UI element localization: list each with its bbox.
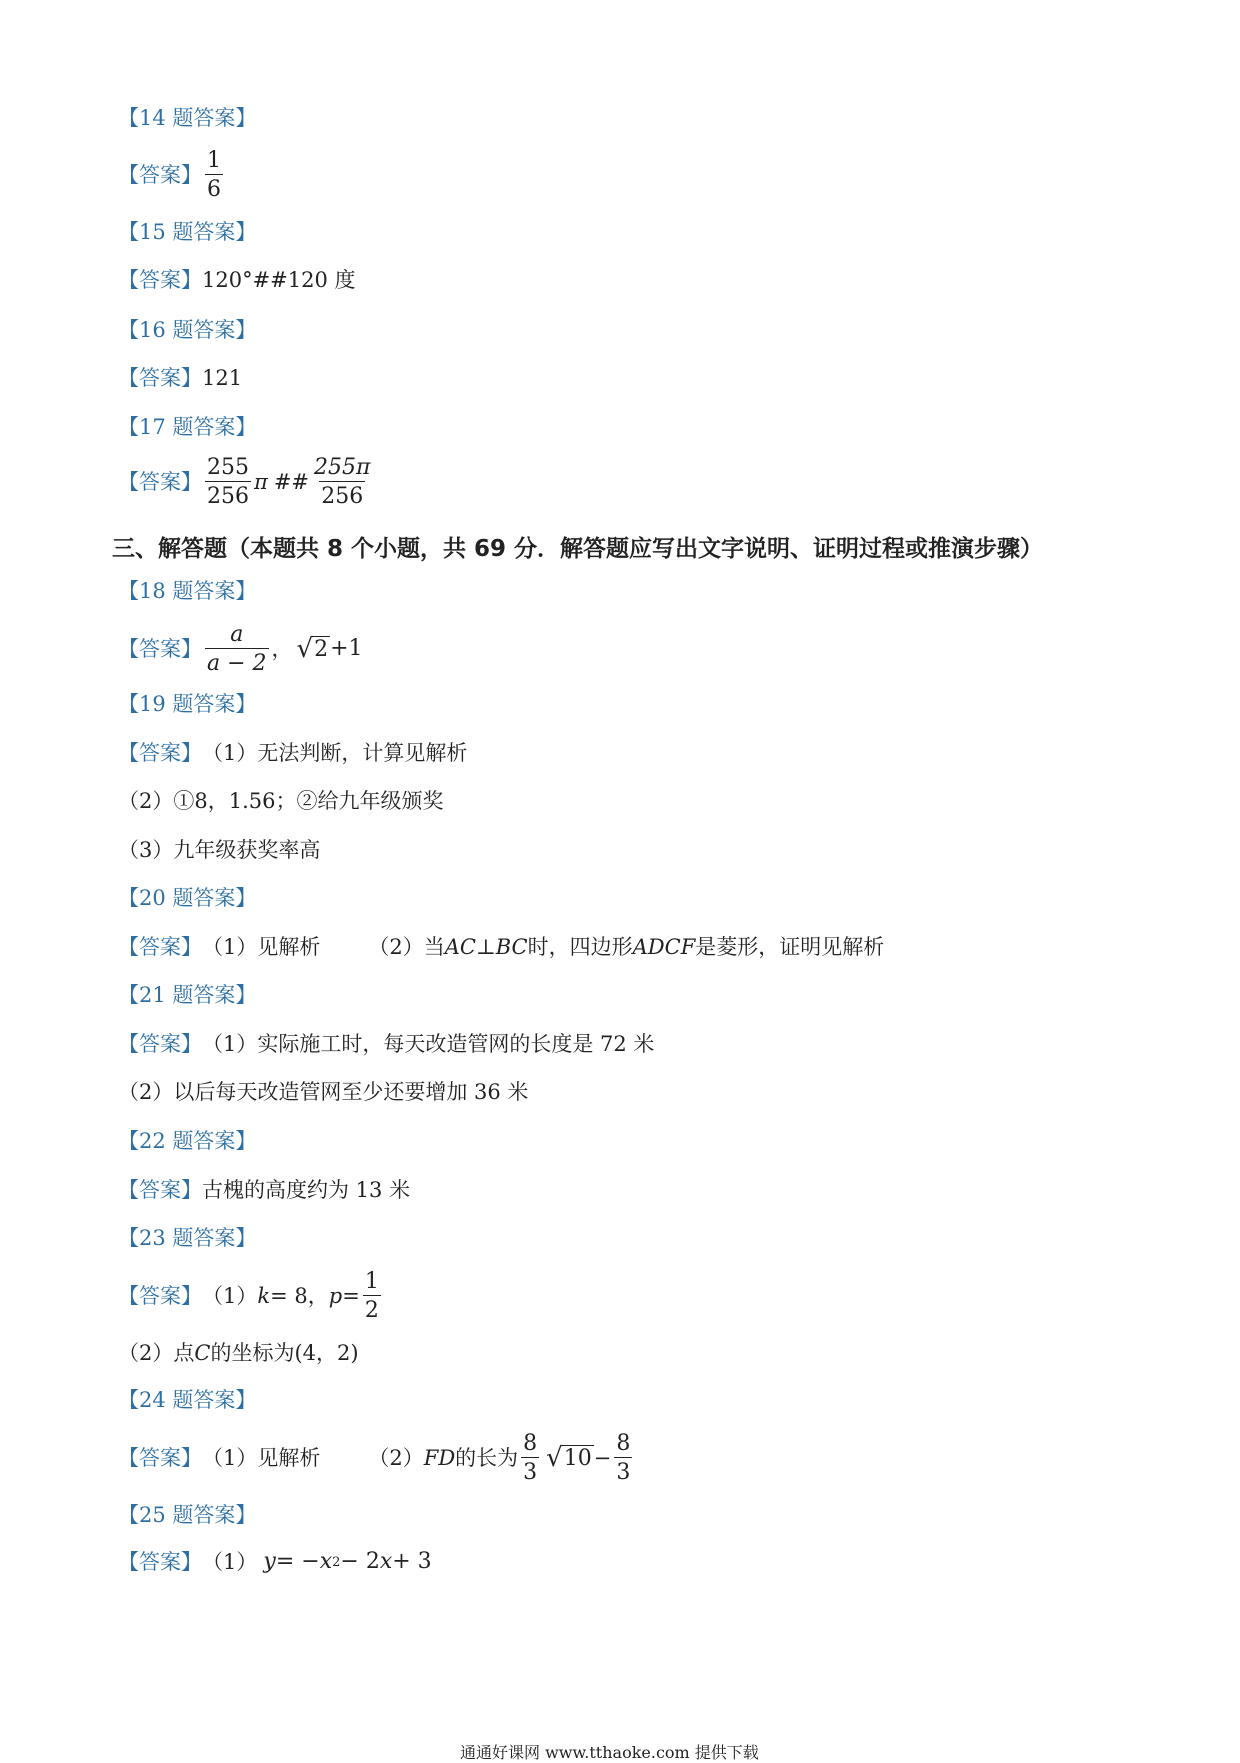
fraction: $\frac{a}{a - 2}$ — [207, 622, 267, 677]
answer-label: 【答案】 — [118, 1032, 202, 1056]
q18-answer — [118, 623, 363, 675]
q22-answer — [118, 1180, 410, 1201]
answer-label: 【答案】 — [118, 1549, 202, 1574]
footer-text: 通通好课网 www.tthaoke.com 提供下载 — [460, 1743, 759, 1762]
fraction: $\frac{1}{6}$ — [207, 148, 221, 203]
q21-answer-line2: （2）以后每天改造管网至少还要增加 36 米 — [118, 1080, 529, 1104]
q20-header: 【20 题答案】 — [118, 886, 257, 910]
answer-label: 【答案】 — [118, 268, 202, 292]
answer-label: 【答案】 — [118, 1445, 202, 1470]
q25-header: 【25 题答案】 — [118, 1503, 257, 1527]
answer-label: 【答案】 — [118, 1178, 202, 1202]
math-var: y — [263, 1549, 276, 1574]
q25-answer — [118, 1551, 432, 1573]
math-var: C — [194, 1341, 211, 1365]
q17-answer — [118, 456, 375, 508]
q18-header: 【18 题答案】 — [118, 579, 257, 603]
eq-text: = — [342, 1283, 360, 1308]
eq-text: + 3 — [392, 1549, 432, 1574]
fraction: $\frac{8}{3}$ — [523, 1431, 538, 1486]
part-num: （1） — [202, 1283, 258, 1308]
eq-text: − 2 — [340, 1549, 380, 1574]
answer-text: 的坐标为(4，2) — [210, 1341, 359, 1365]
q24-answer — [118, 1432, 635, 1484]
math-var: p — [328, 1283, 343, 1308]
part2-text: 的长为 — [455, 1445, 519, 1470]
q15-header: 【15 题答案】 — [118, 220, 257, 244]
minus: − — [593, 1445, 612, 1470]
answer-label: 【答案】 — [118, 935, 202, 959]
q21-answer-line1 — [118, 1034, 654, 1055]
q23-answer-line1 — [118, 1270, 384, 1322]
part-num: （2）点 — [118, 1341, 195, 1365]
fraction: $\frac{255\pi}{256}$ — [314, 455, 371, 510]
part2: （2）当 — [368, 935, 445, 959]
answer-text: 121 — [202, 366, 243, 390]
answer-text: 古槐的高度约为 13 米 — [202, 1178, 411, 1202]
math-var: x — [319, 1549, 333, 1574]
q16-header: 【16 题答案】 — [118, 318, 257, 342]
q19-answer-line3: （3）九年级获奖率高 — [118, 838, 321, 862]
sqrt: √ 2 — [296, 634, 329, 664]
answer-text: （1）无法判断，计算见解析 — [202, 741, 468, 765]
q19-answer-line1 — [118, 743, 467, 764]
q17-header: 【17 题答案】 — [118, 415, 257, 439]
q20-answer — [118, 937, 884, 958]
q23-answer-line2 — [118, 1343, 359, 1364]
math-var: x — [379, 1549, 393, 1574]
answer-label: 【答案】 — [118, 366, 202, 390]
q15-answer — [118, 270, 356, 291]
eq-text: = 8， — [270, 1283, 329, 1308]
q21-header: 【21 题答案】 — [118, 983, 257, 1007]
comma: ， — [271, 636, 293, 661]
math-var: k — [257, 1283, 271, 1308]
q16-answer — [118, 368, 242, 389]
answer-label: 【答案】 — [118, 741, 202, 765]
q24-header: 【24 题答案】 — [118, 1388, 257, 1412]
answer-label: 【答案】 — [118, 1283, 202, 1308]
answer-label: 【答案】 — [118, 162, 202, 187]
q23-header: 【23 题答案】 — [118, 1226, 257, 1250]
answer-text: 120°##120 度 — [202, 268, 356, 292]
fraction: $\frac{1}{2}$ — [364, 1269, 379, 1324]
q22-header: 【22 题答案】 — [118, 1129, 257, 1153]
fraction: $\frac{255}{256}$ — [207, 455, 249, 510]
fraction: $\frac{8}{3}$ — [616, 1431, 631, 1486]
exponent: 2 — [332, 1554, 341, 1570]
answer-text: （1）实际施工时，每天改造管网的长度是 72 米 — [202, 1032, 655, 1056]
section-title: 三、解答题（本题共 8 个小题，共 69 分．解答题应写出文字说明、证明过程或推演步骤） — [112, 536, 1044, 562]
part-num: （1） — [202, 1549, 258, 1574]
part2-text: 时，四边形 — [527, 935, 633, 959]
part1: （1）见解析 — [202, 1445, 321, 1470]
part1: （1）见解析 — [202, 935, 321, 959]
sqrt: √ 10 — [546, 1443, 592, 1473]
math-var: FD — [423, 1445, 456, 1470]
part2-text: 是菱形，证明见解析 — [695, 935, 885, 959]
tail: +1 — [330, 636, 363, 662]
q14-answer — [118, 149, 226, 201]
answer-label: 【答案】 — [118, 469, 202, 494]
math-var: ADCF — [632, 935, 696, 959]
q14-header: 【14 题答案】 — [118, 106, 257, 130]
q19-header: 【19 题答案】 — [118, 692, 257, 716]
eq-text: = − — [275, 1549, 320, 1574]
separator: ## — [273, 469, 310, 494]
part2: （2） — [368, 1445, 424, 1470]
perp-symbol: ⊥ — [475, 935, 496, 959]
math-var: BC — [495, 935, 528, 959]
math-var: AC — [444, 935, 476, 959]
q19-answer-line2: （2）①8，1.56；②给九年级颁奖 — [118, 789, 444, 813]
pi-symbol: π — [254, 469, 268, 494]
answer-label: 【答案】 — [118, 636, 202, 661]
